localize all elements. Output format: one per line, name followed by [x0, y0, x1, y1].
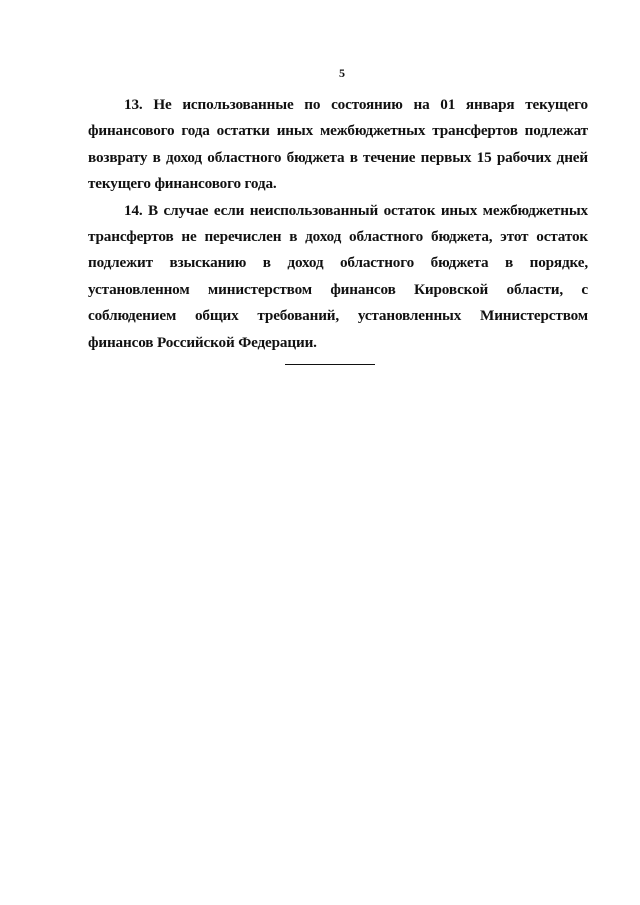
paragraph-text: Не использованные по состоянию на 01 января текущего финансового года остатки иных межбюджетных трансфертов подлежат возврату в доход областного бюджета в течение первых 15 рабочих дней текущего финансового года. — [88, 96, 588, 193]
page-number: 5 — [339, 66, 345, 80]
document-body — [88, 92, 588, 356]
paragraph-14 — [88, 198, 588, 356]
paragraph-number: 14. — [124, 201, 143, 219]
end-divider-line — [285, 364, 375, 365]
paragraph-13 — [88, 92, 588, 198]
paragraph-number: 13. — [124, 96, 143, 113]
paragraph-text: В случае если неиспользованный остаток иных межбюджетных трансфертов не перечислен в доход областного бюджета, этот остаток подлежит взысканию в доход областного бюджета в порядке, установленном министерством финансов Кировской области, с соблюдением общих требований, установленных Министерством финансов Российской Федерации. — [88, 201, 588, 351]
